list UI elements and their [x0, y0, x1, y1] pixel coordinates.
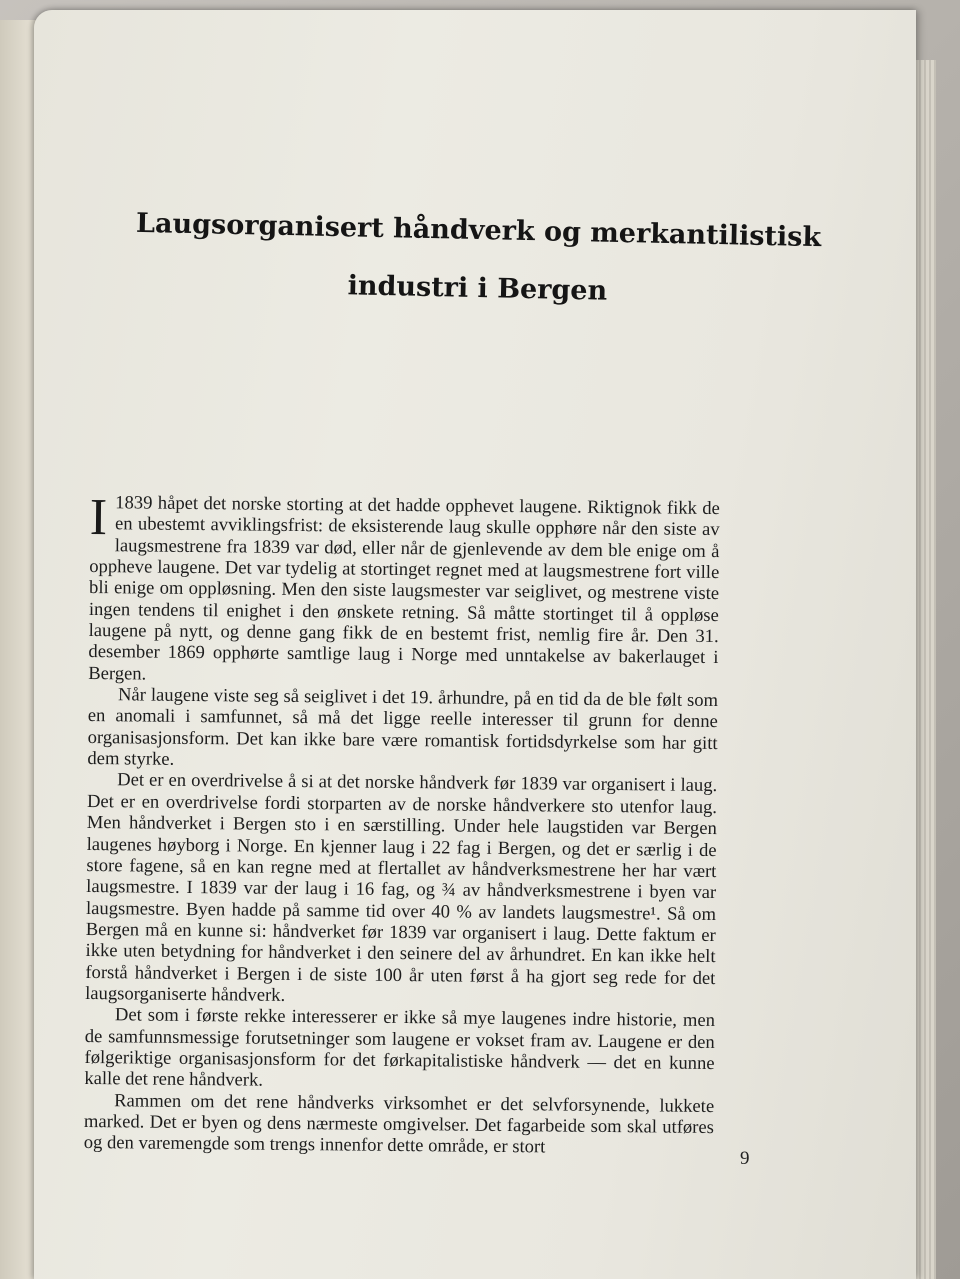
paragraph: Rammen om det rene håndverks virksomhet er det selvforsynende, lukkete marked. Det er byen og dens nærmeste omgivelser. Det fagarbeide som skal utføres og den varemengde som trengs innenfor dette område, er stort [83, 1089, 715, 1158]
title-line-1: Laugsorganisert håndverk og merkantilistisk [135, 207, 822, 254]
title-line-2: industri i Bergen [347, 270, 608, 307]
body-text [83, 489, 720, 1160]
book-page [34, 10, 916, 1279]
paragraph [88, 489, 720, 690]
paragraph-text: 1839 håpet det norske storting at det hadde opphevet laugene. Riktignok fikk de en ubestemt avviklingsfrist: de eksisterende laug skulle opphøre når den siste av laugsmestrene fra 1839 var død, eller når de gjenlevende av dem ble enige om å oppheve laugene. Det var tydelig at stortinget regnet med at laugsmestrene fort ville bli enige om oppløsning. Men den siste laugsmester var seiglivet, og mestrene viste ingen tendens til enighet i den ønskete retning. Så måtte stortinget til å oppløse laugene på nytt, og denne gang fikk de en bestemt frist, nemlig fire år. Den 31. desember 1869 opphørte samtlige laug i Norge med unntakelse av bakerlauget i Bergen. [88, 492, 720, 685]
chapter-title [127, 195, 829, 326]
page-number: 9 [740, 1148, 750, 1169]
paragraph: Når laugene viste seg så seiglivet i det 19. århundre, på en tid da de ble følt som en anomali i samfunnet, så må det ligge reelle interesser til grunn for denne organisasjonsform. Det kan ikke bare være romantisk fortidsdyrkelse som har gitt dem styrke. [87, 684, 719, 770]
drop-cap: I [89, 489, 108, 547]
paragraph: Det som i første rekke interesserer er ikke så mye laugenes indre historie, men de samfunnsmessige forutsetninger som laugene er vokset fram av. Laugene er den følgeriktige organisasjonsform for det førkapitalistiske håndverk — det en kunne kalle det rene håndverk. [84, 1004, 716, 1091]
paragraph: Det er en overdrivelse å si at det norske håndverk før 1839 var organisert i laug. Det er en overdrivelse fordi storparten av de norske håndverkere sto utenfor laug. Men håndverket i Bergen sto i en særstilling. Under hele laugstiden var Bergen laugenes høyborg i Norge. En kjenner laug i 22 fag i Bergen, og det er særlig i de store fagene, så en kan regne med at flertallet av håndverksmestrene her har vært laugsmestre. I 1839 var der laug i 16 fag, og ¾ av håndverksmestrene i byen var laugsmestre. Byen hadde på samme tid over 40 % av landets laugsmestre¹. Så om Bergen må en kunne si: håndverket før 1839 var organisert i laug. Dette faktum er ikke uten betydning for håndverket i den seinere del av århundret. En kan ikke helt forstå håndverket i Bergen i de siste 100 år uten først å ha gjort seg rede for det laugsorganiserte håndverk. [85, 769, 718, 1006]
